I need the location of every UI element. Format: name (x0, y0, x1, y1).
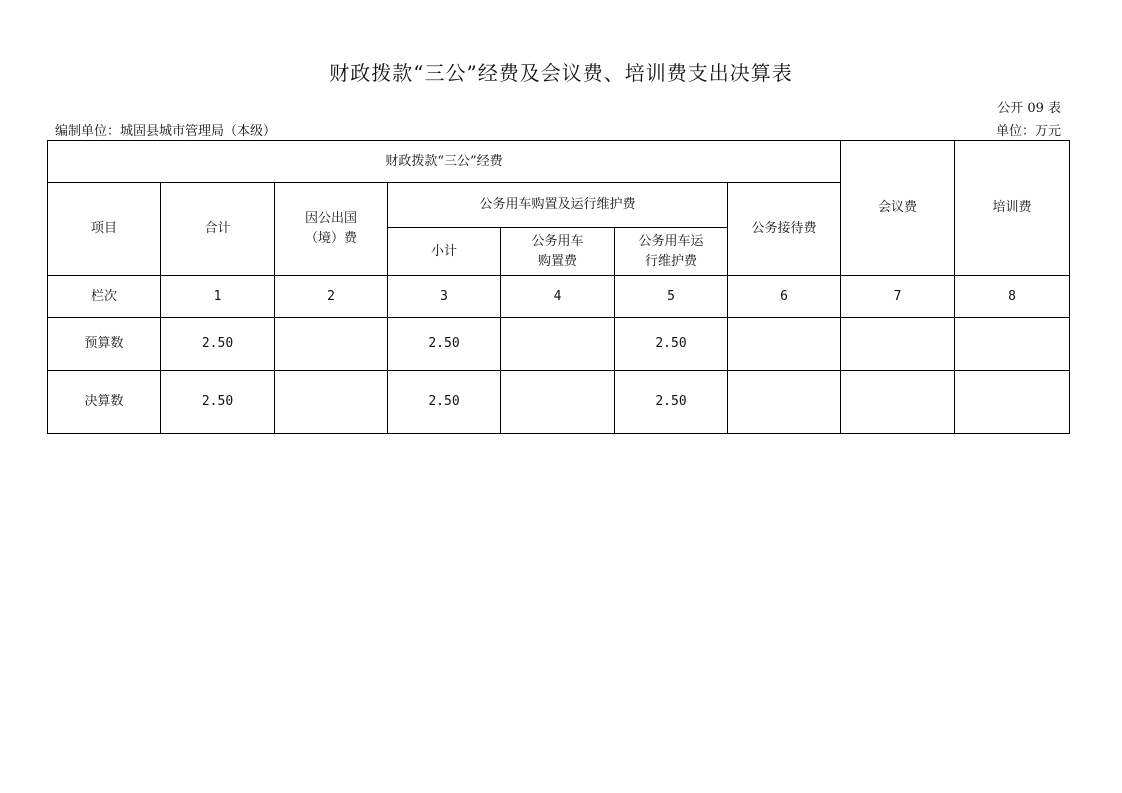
training-fee-header: 培训费 (955, 141, 1070, 276)
table-cell (501, 318, 615, 371)
final-account-row (48, 371, 1070, 434)
table-cell: 5 (615, 276, 728, 318)
row-label: 栏次 (48, 276, 161, 318)
three-public-group-header: 财政拨款“三公”经费 (48, 141, 841, 183)
table-cell: 2.50 (388, 318, 501, 371)
meeting-fee-header: 会议费 (841, 141, 955, 276)
table-cell (955, 318, 1070, 371)
page-title: 财政拨款“三公”经费及会议费、培训费支出决算表 (329, 61, 793, 85)
table-cell (275, 318, 388, 371)
vehicle-maintenance-header: 公务用车运行维护费 (615, 228, 728, 276)
item-header: 项目 (48, 183, 161, 276)
table-cell: 4 (501, 276, 615, 318)
vehicle-purchase-header: 公务用车购置费 (501, 228, 615, 276)
table-cell (728, 318, 841, 371)
table-cell: 2.50 (388, 371, 501, 434)
total-header: 合计 (161, 183, 275, 276)
table-cell (501, 371, 615, 434)
table-cell (841, 371, 955, 434)
table-cell: 1 (161, 276, 275, 318)
currency-unit: 单位：万元 (995, 124, 1061, 139)
compiling-unit: 编制单位：城固县城市管理局（本级） (55, 124, 277, 139)
table-cell: 2.50 (161, 318, 275, 371)
table-cell: 2.50 (615, 318, 728, 371)
subtotal-header: 小计 (388, 228, 501, 276)
expenditure-table (47, 140, 1070, 434)
table-cell (728, 371, 841, 434)
budget-row (48, 318, 1070, 371)
vehicle-group-header: 公务用车购置及运行维护费 (388, 183, 728, 228)
header-row-1 (48, 141, 1070, 183)
form-number: 公开 09 表 (997, 101, 1061, 116)
table-cell: 6 (728, 276, 841, 318)
table-cell: 8 (955, 276, 1070, 318)
table-cell (841, 318, 955, 371)
table-cell: 3 (388, 276, 501, 318)
abroad-header: 因公出国（境）费 (275, 183, 388, 276)
column-index-row (48, 276, 1070, 318)
row-label: 预算数 (48, 318, 161, 371)
row-label: 决算数 (48, 371, 161, 434)
table-cell (275, 371, 388, 434)
table-cell: 2.50 (615, 371, 728, 434)
table-cell (955, 371, 1070, 434)
table-cell: 7 (841, 276, 955, 318)
table-cell: 2 (275, 276, 388, 318)
reception-header: 公务接待费 (728, 183, 841, 276)
table-cell: 2.50 (161, 371, 275, 434)
